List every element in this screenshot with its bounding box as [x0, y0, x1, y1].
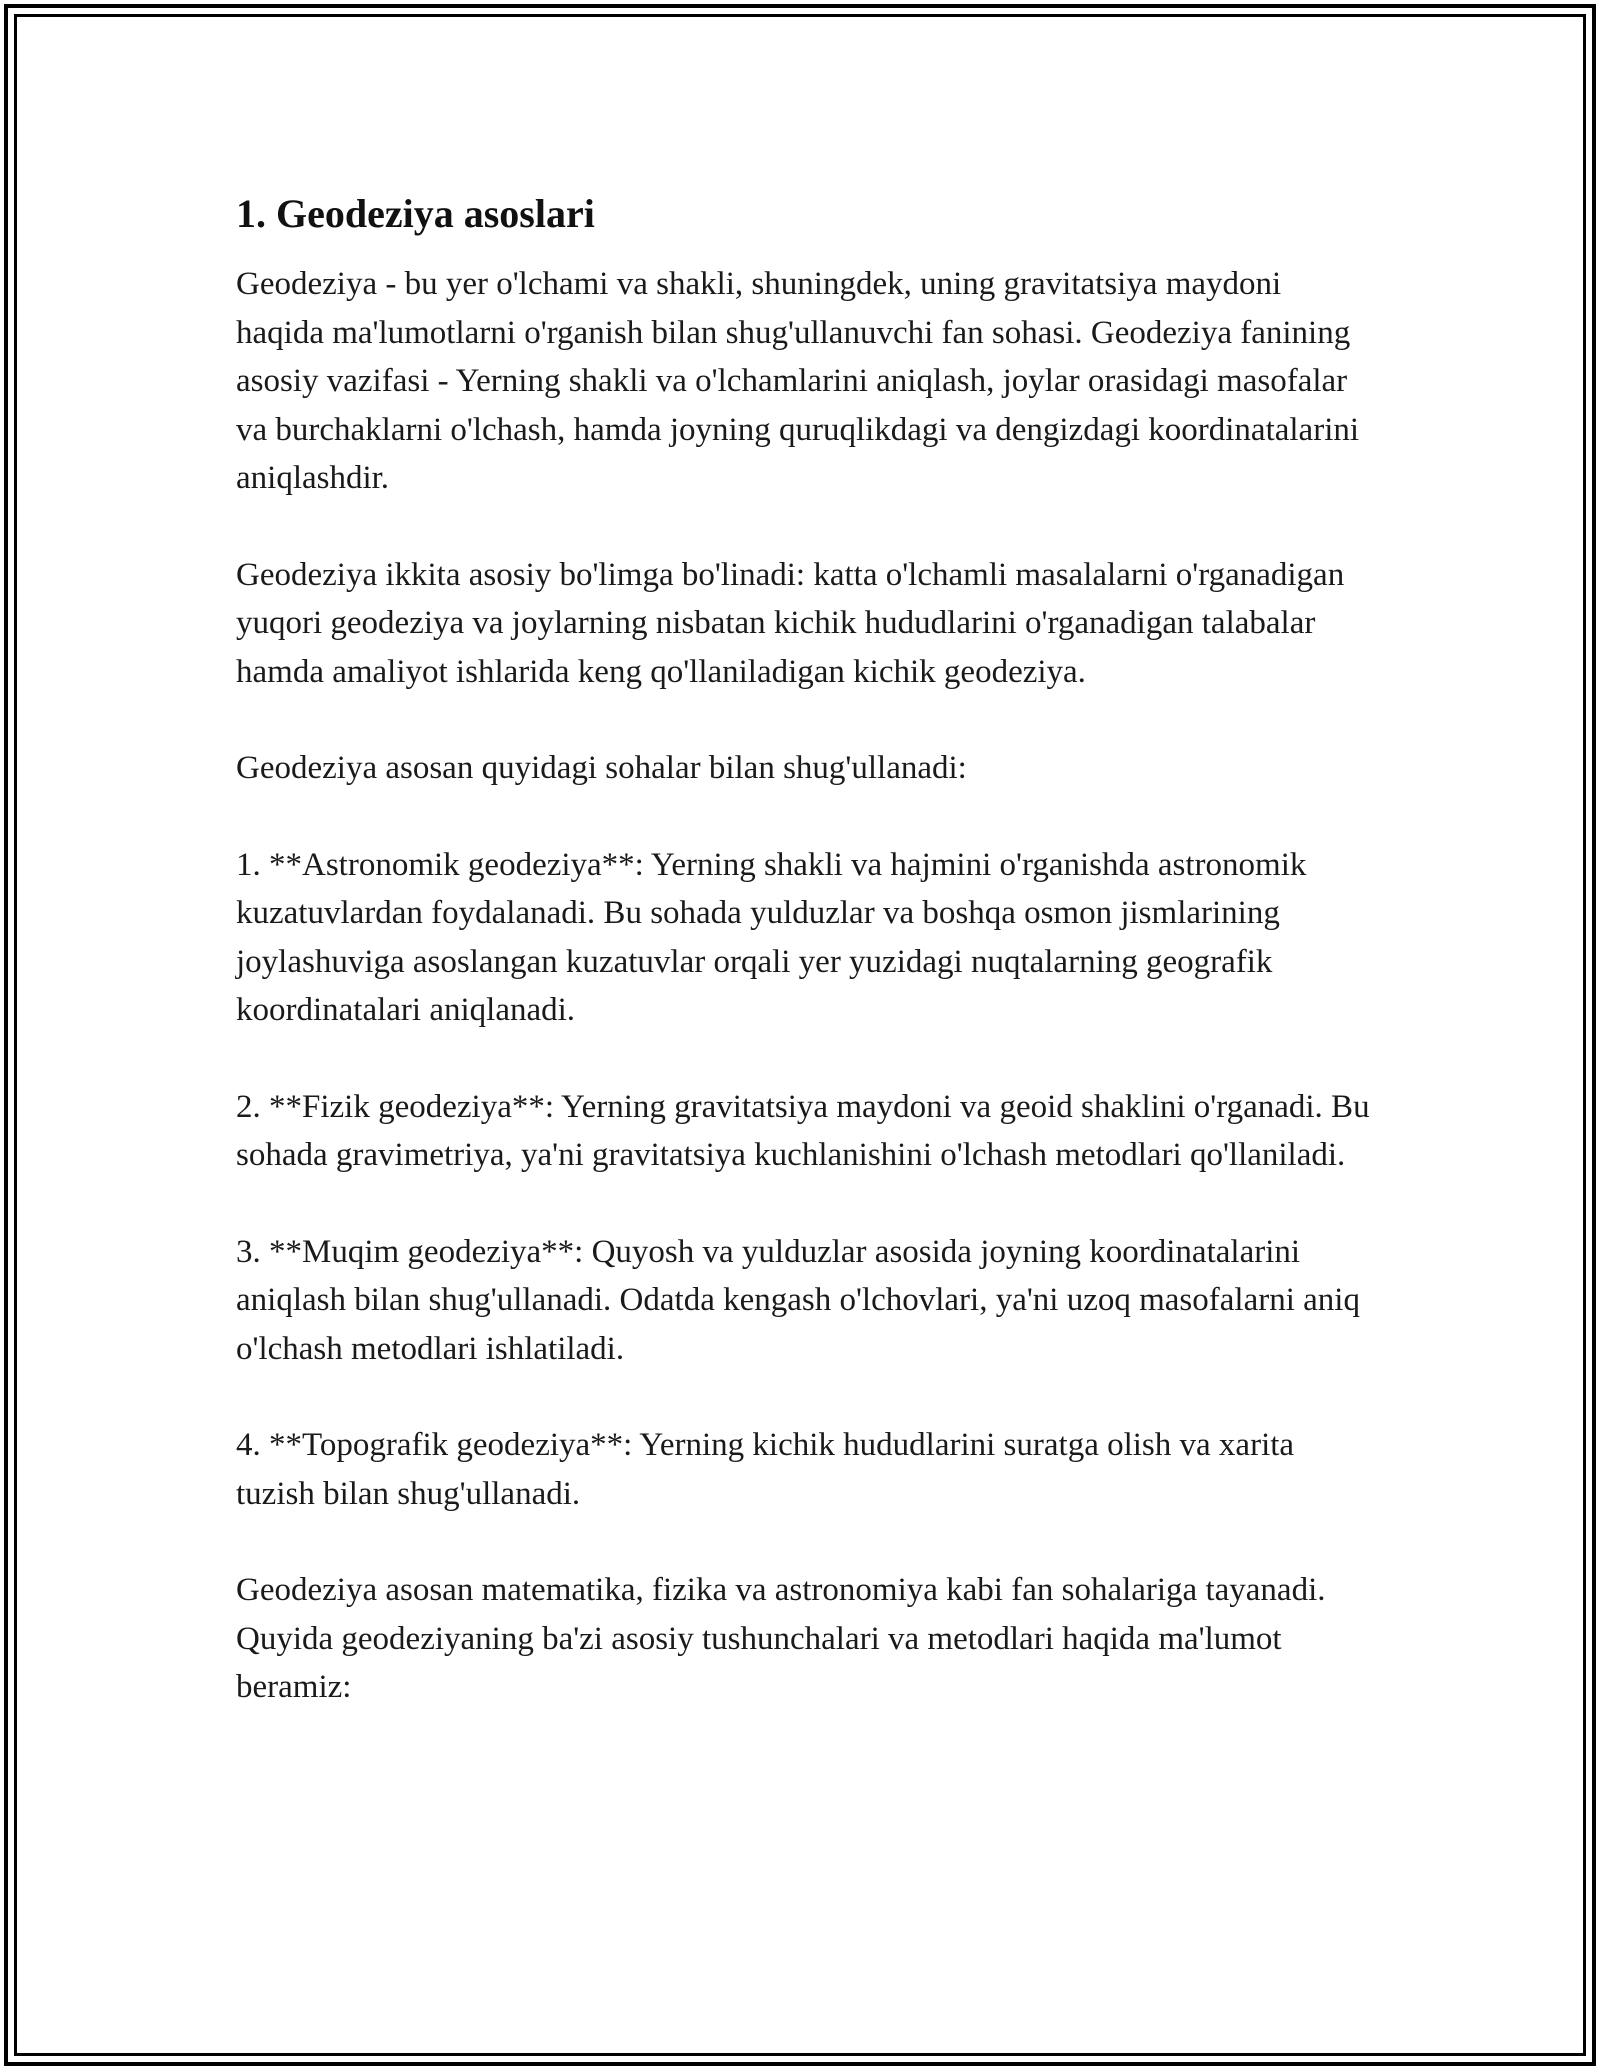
list-item-astronomical: 1. **Astronomik geodeziya**: Yerning shakli va hajmini o'rganishda astronomik kuzatuvlardan foydalanadi. Bu sohada yulduzlar va boshqa osmon jismlarining joylashuviga asoslangan kuzatuvlar orqali yer yuzidagi nuqtalarning geografik koordinatalari aniqlanadi. [236, 846, 1307, 1028]
section-title: 1. Geodeziya asoslari [236, 191, 595, 236]
list-item-muqim: 3. **Muqim geodeziya**: Quyosh va yulduzlar asosida joyning koordinatalarini aniqlash bilan shug'ullanadi. Odatda kengash o'lchovlari, ya'ni uzoq masofalarni aniq o'lchash metodlari ishlatiladi. [236, 1233, 1360, 1367]
paragraph-definition: Geodeziya - bu yer o'lchami va shakli, shuningdek, uning gravitatsiya maydoni haqida ma'lumotlarni o'rganish bilan shug'ullanuvchi fan sohasi. Geodeziya fanining asosiy vazifasi - Yerning shakli va o'lchamlarini aniqlash, joylar orasidagi masofalar va burchaklarni o'lchash, hamda joyning quruqlikdagi va dengizdagi koordinatalarini aniqlashdir. [236, 266, 1360, 496]
document-body [236, 186, 1376, 1760]
paragraph-fields-intro: Geodeziya asosan quyidagi sohalar bilan shug'ullanadi: [236, 750, 967, 786]
paragraph-divisions: Geodeziya ikkita asosiy bo'limga bo'linadi: katta o'lchamli masalalarni o'rganadigan yuqori geodeziya va joylarning nisbatan kichik hududlarini o'rganadigan talabalar hamda amaliyot ishlarida keng qo'llaniladigan kichik geodeziya. [236, 556, 1345, 690]
list-item-physical: 2. **Fizik geodeziya**: Yerning gravitatsiya maydoni va geoid shaklini o'rganadi. Bu sohada gravimetriya, ya'ni gravitatsiya kuchlanishini o'lchash metodlari qo'llaniladi. [236, 1088, 1370, 1173]
paragraph-conclusion: Geodeziya asosan matematika, fizika va astronomiya kabi fan sohalariga tayanadi. Quyida geodeziyaning ba'zi asosiy tushunchalari va metodlari haqida ma'lumot beramiz: [236, 1572, 1326, 1705]
list-item-topographic: 4. **Topografik geodeziya**: Yerning kichik hududlarini suratga olish va xarita tuzish bilan shug'ullanadi. [236, 1427, 1295, 1512]
